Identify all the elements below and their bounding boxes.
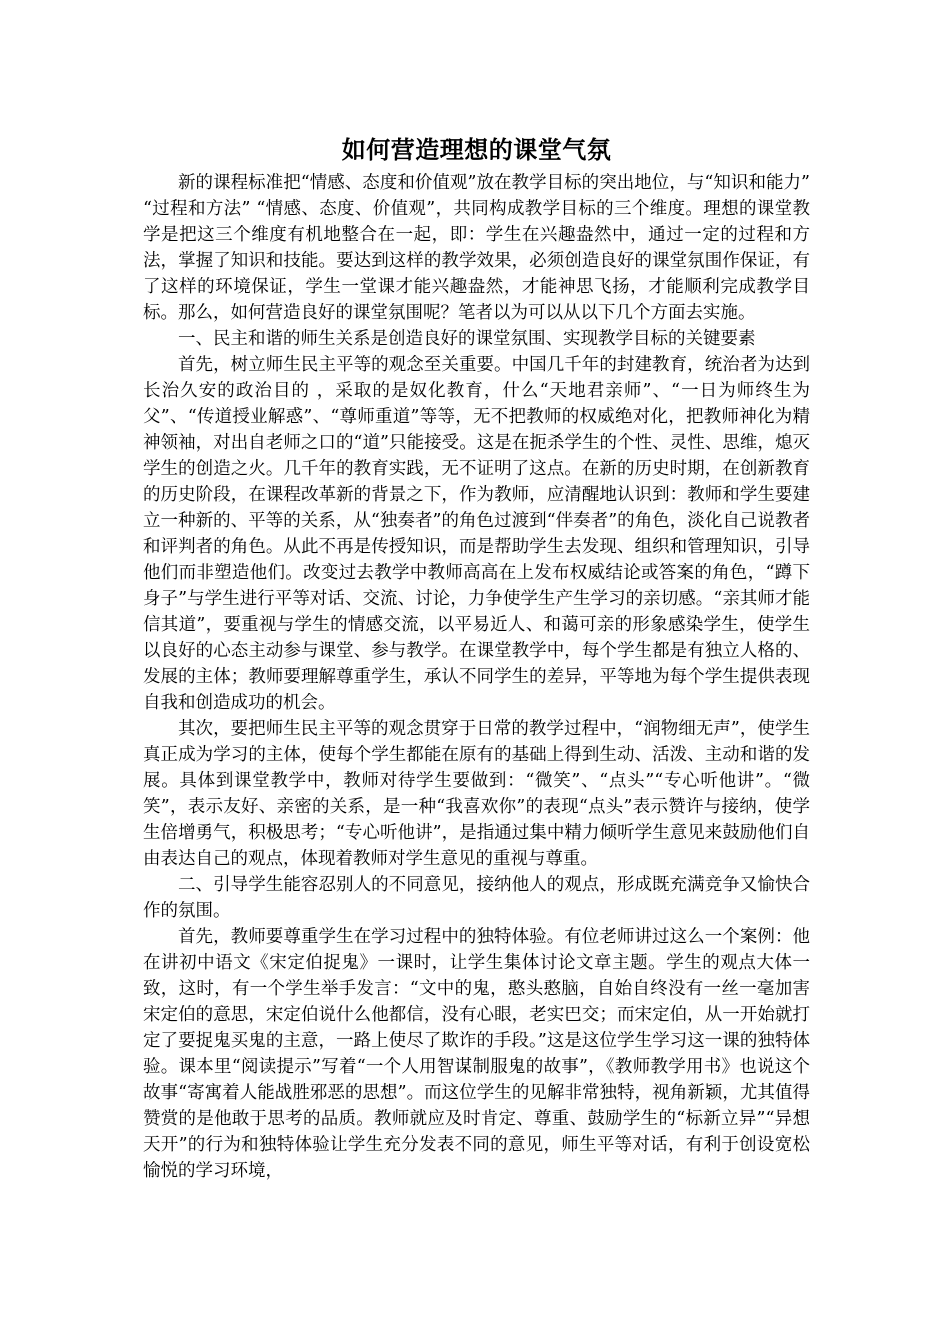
paragraph-case-study: 首先，教师要尊重学生在学习过程中的独特体验。有位老师讲过这么一个案例：他在讲初中语文《宋定伯捉鬼》一课时，让学生集体讨论文章主题。学生的观点大体一致，这时，有一个学生举手发言：“文中的鬼，憨头憨脑，自始自终没有一丝一毫加害宋定伯的意思，宋定伯说什么他都信，没有心眼，老实巴交；而宋定伯，从一开始就打定了要捉鬼买鬼的主意，一路上使尽了欺诈的手段。”这是这位学生学习这一课的独特体验。课本里“阅读提示”写着“一个人用智谋制服鬼的故事”，《教师教学用书》也说这个故事“寄寓着人能战胜邪恶的思想”。而这位学生的见解非常独特，视角新颖，尤其值得赞赏的是他敢于思考的品质。教师就应及时肯定、尊重、鼓励学生的“标新立异”“异想天开”的行为和独特体验让学生充分发表不同的意见，师生平等对话，有利于创设宽松愉悦的学习环境，	[143, 927, 810, 1181]
paragraph-first-point: 首先，树立师生民主平等的观念至关重要。中国几千年的封建教育，统治者为达到长治久安的政治目的 ，采取的是奴化教育，什么“天地君亲师”、“一日为师终生为父”、“传道授业解惑”、“尊师重道”等等，无不把教师的权威绝对化，把教师神化为精神领袖，对出自老师之口的“道”只能接受。这是在扼杀学生的个性、灵性、思维，熄灭学生的创造之火。几千年的教育实践，无不证明了这点。在新的历史时期，在创新教育的历史阶段，在课程改革新的背景之下，作为教师，应清醒地认识到：教师和学生要建立一种新的、平等的关系，从“独奏者”的角色过渡到“伴奏者”的角色，淡化自己说教者和评判者的角色。从此不再是传授知识，而是帮助学生去发现、组织和管理知识，引导他们而非塑造他们。改变过去教学中教师高高在上发布权威结论或答案的角色，“蹲下身子”与学生进行平等对话、交流、讨论，力争使学生产生学习的亲切感。“亲其师才能信其道”，要重视与学生的情感交流，以平易近人、和蔼可亲的形象感染学生，使学生以良好的心态主动参与课堂、参与教学。在课堂教学中，每个学生都是有独立人格的、发展的主体；教师要理解尊重学生，承认不同学生的差异，平等地为每个学生提供表现自我和创造成功的机会。	[143, 355, 810, 713]
paragraph-second-point: 其次，要把师生民主平等的观念贯穿于日常的教学过程中，“润物细无声”，使学生真正成为学习的主体，使每个学生都能在原有的基础上得到生动、活泼、主动和谐的发展。具体到课堂教学中，教师对待学生要做到：“微笑”、“点头”“专心听他讲”。“微笑”，表示友好、亲密的关系，是一种“我喜欢你”的表现“点头”表示赞许与接纳，使学生倍增勇气，积极思考；“专心听他讲”，是指通过集中精力倾听学生意见来鼓励他们自由表达自己的观点，体现着教师对学生意见的重视与尊重。	[143, 719, 810, 869]
page-title: 如何营造理想的课堂气氛	[341, 135, 612, 164]
section-heading-2: 二、引导学生能容忍别人的不同意见，接纳他人的观点，形成既充满竞争又愉快合作的氛围。	[143, 875, 810, 921]
paragraph-intro: 新的课程标准把“情感、态度和价值观”放在教学目标的突出地位，与“知识和能力” “过程和方法” “情感、态度、价值观”，共同构成教学目标的三个维度。理想的课堂教学是把这三个维度有机地整合在一起，即：学生在兴趣盎然中，通过一定的过程和方法，掌握了知识和技能。要达到这样的教学效果，必须创造良好的课堂氛围作保证，有了这样的环境保证，学生一堂课才能兴趣盎然，才能神思飞扬，才能顺利完成教学目标。那么，如何营造良好的课堂氛围呢？笔者以为可以从以下几个方面去实施。	[143, 173, 810, 323]
section-heading-1: 一、民主和谐的师生关系是创造良好的课堂氛围、实现教学目标的关键要素	[178, 329, 756, 349]
document-page	[143, 130, 810, 1184]
